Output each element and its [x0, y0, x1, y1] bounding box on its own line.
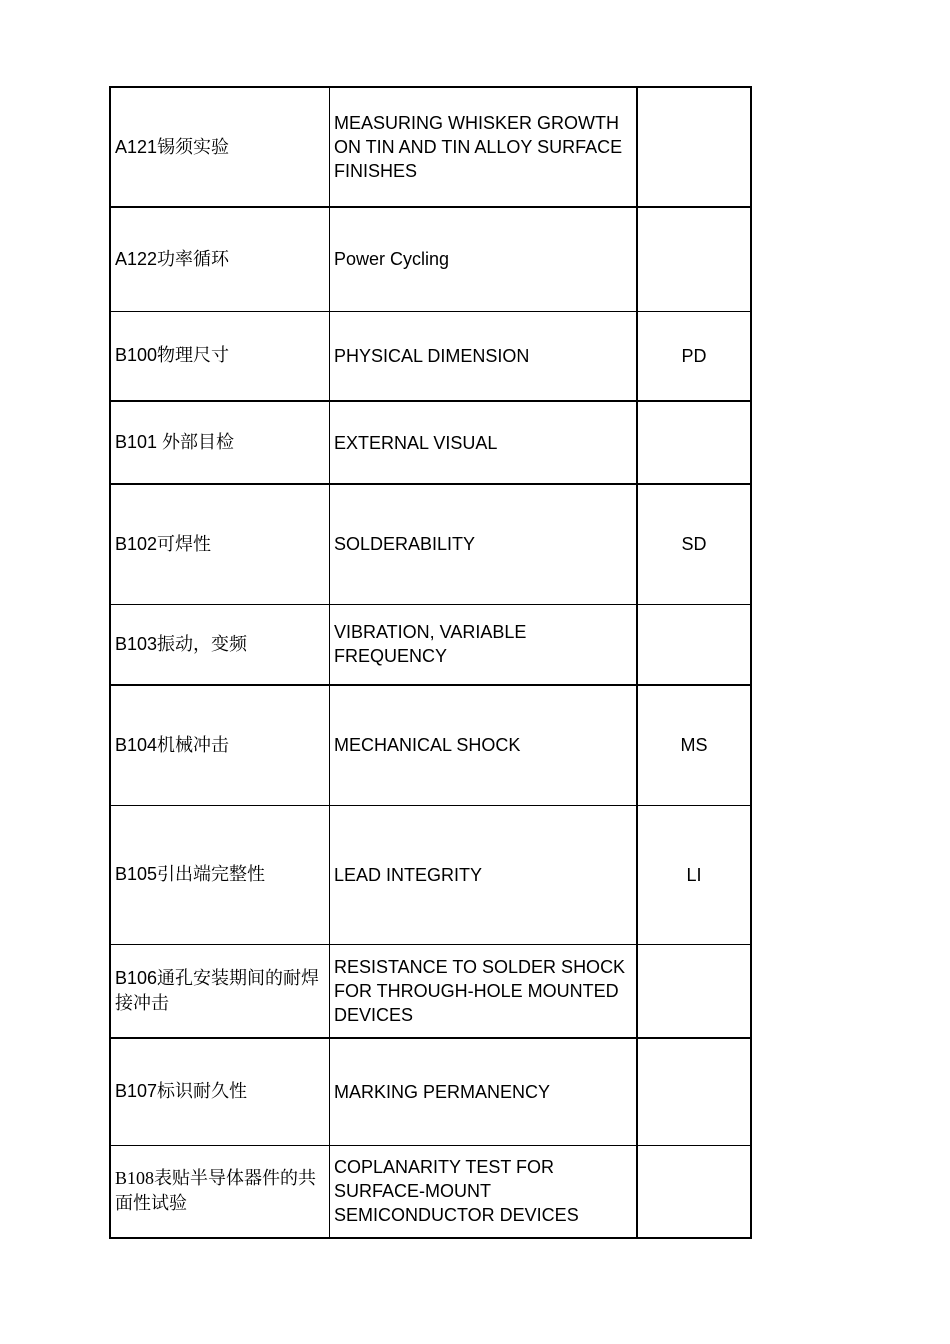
table-row	[110, 1145, 751, 1238]
abbreviation-cell	[637, 944, 751, 1038]
test-code-cell: B105引出端完整性	[110, 805, 330, 944]
table-row	[110, 207, 751, 311]
test-items-table	[109, 86, 752, 1239]
table-row	[110, 944, 751, 1038]
test-code-cell: B100物理尺寸	[110, 311, 330, 401]
test-name-cell: Power Cycling	[330, 207, 638, 311]
test-code-cell: B101 外部目检	[110, 401, 330, 484]
abbreviation-cell	[637, 604, 751, 685]
abbreviation-cell: MS	[637, 685, 751, 805]
test-code-cell: A122功率循环	[110, 207, 330, 311]
abbreviation-cell	[637, 401, 751, 484]
abbreviation-cell	[637, 1038, 751, 1145]
test-name-cell: MARKING PERMANENCY	[330, 1038, 638, 1145]
table-row	[110, 805, 751, 944]
test-name-cell: COPLANARITY TEST FOR SURFACE-MOUNT SEMICONDUCTOR DEVICES	[330, 1145, 638, 1238]
table-row	[110, 685, 751, 805]
table-row	[110, 87, 751, 207]
test-code-cell: B106通孔安装期间的耐焊接冲击	[110, 944, 330, 1038]
table-row	[110, 401, 751, 484]
test-code-cell: A121锡须实验	[110, 87, 330, 207]
abbreviation-cell: LI	[637, 805, 751, 944]
table-row	[110, 311, 751, 401]
test-name-cell: VIBRATION, VARIABLE FREQUENCY	[330, 604, 638, 685]
test-name-cell: PHYSICAL DIMENSION	[330, 311, 638, 401]
abbreviation-cell: SD	[637, 484, 751, 604]
test-name-cell: EXTERNAL VISUAL	[330, 401, 638, 484]
table-row	[110, 604, 751, 685]
test-code-cell: B108表贴半导体器件的共面性试验	[110, 1145, 330, 1238]
table-row	[110, 484, 751, 604]
test-code-cell: B103振动，变频	[110, 604, 330, 685]
test-code-cell: B102可焊性	[110, 484, 330, 604]
abbreviation-cell	[637, 207, 751, 311]
abbreviation-cell: PD	[637, 311, 751, 401]
test-name-cell: SOLDERABILITY	[330, 484, 638, 604]
test-code-cell: B104机械冲击	[110, 685, 330, 805]
abbreviation-cell	[637, 1145, 751, 1238]
abbreviation-cell	[637, 87, 751, 207]
test-code-cell: B107标识耐久性	[110, 1038, 330, 1145]
test-name-cell: MEASURING WHISKER GROWTH ON TIN AND TIN ALLOY SURFACE FINISHES	[330, 87, 638, 207]
test-name-cell: LEAD INTEGRITY	[330, 805, 638, 944]
test-name-cell: MECHANICAL SHOCK	[330, 685, 638, 805]
table-row	[110, 1038, 751, 1145]
test-name-cell: RESISTANCE TO SOLDER SHOCK FOR THROUGH-HOLE MOUNTED DEVICES	[330, 944, 638, 1038]
